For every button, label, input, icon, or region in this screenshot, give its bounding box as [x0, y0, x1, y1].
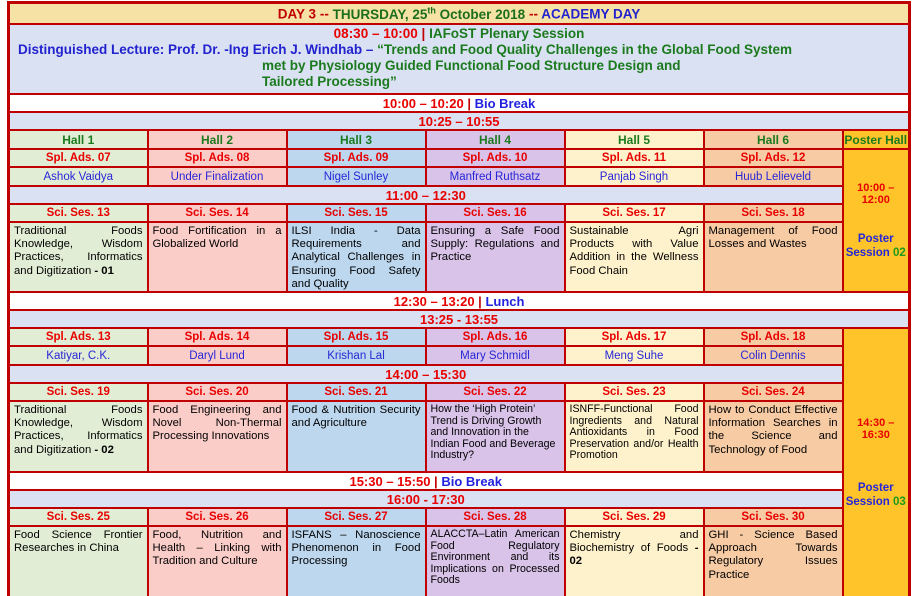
- poster-session-02-number: 02: [893, 246, 906, 259]
- spl-ads-12-label: Spl. Ads. 12: [704, 149, 843, 167]
- bio-break-1-cell: [9, 94, 910, 112]
- time-band-1025-row: [9, 112, 910, 130]
- lunch-label: Lunch: [485, 293, 525, 309]
- hall-1-header: Hall 1: [9, 130, 148, 149]
- lecture-title-1: “Trends and Food Quality Challenges in the Global Food System: [377, 42, 792, 57]
- speaker-name: Mary Schmidl: [426, 346, 565, 365]
- sci-ses-16-label: Sci. Ses. 16: [426, 204, 565, 222]
- sci-ses-30-topic: GHI - Science Based Approach Towards Regulatory Issues Practice: [704, 526, 843, 596]
- plenary-row: [9, 24, 910, 94]
- time-band-1400: 14:00 – 15:30: [9, 365, 843, 383]
- spl-ads-15-label: Spl. Ads. 15: [287, 328, 426, 346]
- sci-ses-27-topic: ISFANS – Nanoscience Phenomenon in Food Processing: [287, 526, 426, 596]
- spl-ads-14-label: Spl. Ads. 14: [148, 328, 287, 346]
- speaker-name: Manfred Ruthsatz: [426, 167, 565, 186]
- sci-ses-20-label: Sci. Ses. 20: [148, 383, 287, 401]
- sci-ses-24-topic: How to Conduct Effective Information Searches in the Science and Technology of Food: [704, 401, 843, 472]
- title-row: [9, 3, 910, 25]
- hall-3-header: Hall 3: [287, 130, 426, 149]
- sci-ses-15-topic: ILSI India - Data Requirements and Analytical Challenges in Ensuring Food Safety and Quality: [287, 222, 426, 292]
- time-band-1600-row: [9, 490, 910, 508]
- poster-session-03-cell: [843, 328, 910, 596]
- sci-ses-30-label: Sci. Ses. 30: [704, 508, 843, 526]
- spl-ads-11-label: Spl. Ads. 11: [565, 149, 704, 167]
- lecture-line-3: Tailored Processing”: [262, 74, 397, 89]
- sci-ses-17-label: Sci. Ses. 17: [565, 204, 704, 222]
- sci-ses-29-topic: Chemistry and Biochemistry of Foods - 02: [565, 526, 704, 596]
- sci-ses-17-topic: Sustainable Agri Products with Value Addition in the Wellness Food Chain: [565, 222, 704, 292]
- separator-pipe: |: [467, 95, 471, 111]
- speaker-name: Huub Lelieveld: [704, 167, 843, 186]
- lecture-speaker: Distinguished Lecture: Prof. Dr. -Ing Erich J. Windhab –: [18, 42, 378, 57]
- sci-ses-15-label: Sci. Ses. 15: [287, 204, 426, 222]
- sci-ses-27-label: Sci. Ses. 27: [287, 508, 426, 526]
- poster-session-02-time: 10:00 – 12:00: [857, 181, 895, 206]
- sci-ses-20-topic: Food Engineering and Novel Non-Thermal Processing Innovations: [148, 401, 287, 472]
- plenary-time-line: [18, 26, 900, 42]
- sci-ses-19-label: Sci. Ses. 19: [9, 383, 148, 401]
- sci-ses-28-label: Sci. Ses. 28: [426, 508, 565, 526]
- sci-ses-1-topic-row: [9, 222, 910, 292]
- speakers-2-row: [9, 346, 910, 365]
- sci-ses-14-topic: Food Fortification in a Globalized World: [148, 222, 287, 292]
- sci-ses-21-topic: Food & Nutrition Security and Agriculture: [287, 401, 426, 472]
- speaker-name: Katiyar, C.K.: [9, 346, 148, 365]
- bio-break-2-label: Bio Break: [441, 473, 503, 489]
- poster-session-03-time: 14:30 – 16:30: [857, 417, 895, 442]
- hall-6-header: Hall 6: [704, 130, 843, 149]
- lunch-row: [9, 292, 910, 310]
- spl-ads-10-label: Spl. Ads. 10: [426, 149, 565, 167]
- poster-hall-header: Poster Hall: [843, 130, 910, 149]
- sci-ses-1-label-row: [9, 204, 910, 222]
- spl-ads-18-label: Spl. Ads. 18: [704, 328, 843, 346]
- day3-schedule-table: [7, 1, 911, 596]
- page-title: [9, 3, 910, 25]
- lunch-cell: [9, 292, 910, 310]
- speaker-name: Meng Suhe: [565, 346, 704, 365]
- spl-ads-07-label: Spl. Ads. 07: [9, 149, 148, 167]
- hall-5-header: Hall 5: [565, 130, 704, 149]
- separator-pipe: |: [434, 473, 438, 489]
- bio-break-1-time: 10:00 – 10:20: [382, 95, 464, 111]
- sci-ses-2-topic-row: [9, 401, 910, 472]
- poster-session-02-cell: [843, 149, 910, 292]
- spl-ads-13-label: Spl. Ads. 13: [9, 328, 148, 346]
- time-band-1025: 10:25 – 10:55: [9, 112, 910, 130]
- sci-ses-3-label-row: [9, 508, 910, 526]
- speakers-1-row: [9, 167, 910, 186]
- sci-ses-25-label: Sci. Ses. 25: [9, 508, 148, 526]
- speaker-name: Under Finalization: [148, 167, 287, 186]
- poster-session-03-label: Poster Session 03: [845, 482, 906, 509]
- spl-ads-1-row: [9, 149, 910, 167]
- sci-ses-19-topic: Traditional Foods Knowledge, Wisdom Practices, Informatics and Digitization - 02: [9, 401, 148, 472]
- time-band-1100: 11:00 – 12:30: [9, 186, 843, 204]
- plenary-session-cell: [9, 24, 910, 94]
- lunch-time: 12:30 – 13:20: [393, 293, 475, 309]
- speaker-name: Colin Dennis: [704, 346, 843, 365]
- speaker-name: Krishan Lal: [287, 346, 426, 365]
- title-day: DAY 3: [277, 6, 317, 22]
- sci-ses-24-label: Sci. Ses. 24: [704, 383, 843, 401]
- spl-ads-16-label: Spl. Ads. 16: [426, 328, 565, 346]
- title-sep2: --: [528, 6, 538, 22]
- speaker-name: Ashok Vaidya: [9, 167, 148, 186]
- speaker-name: Daryl Lund: [148, 346, 287, 365]
- separator-pipe: |: [478, 293, 482, 309]
- sci-ses-3-topic-row: [9, 526, 910, 596]
- poster-session-02-label: Poster Session 02: [845, 232, 906, 259]
- time-band-1600: 16:00 - 17:30: [9, 490, 843, 508]
- sci-ses-14-label: Sci. Ses. 14: [148, 204, 287, 222]
- sci-ses-22-topic: How the ‘High Protein’ Trend is Driving Growth and Innovation in the Indian Food and Beverage Industry?: [426, 401, 565, 472]
- bio-break-2-time: 15:30 – 15:50: [349, 473, 431, 489]
- poster-session-03-number: 03: [893, 496, 906, 509]
- time-band-1100-row: [9, 186, 910, 204]
- spl-ads-09-label: Spl. Ads. 09: [287, 149, 426, 167]
- plenary-session-name: IAFoST Plenary Session: [429, 26, 585, 41]
- hall-header-row: [9, 130, 910, 149]
- time-band-1400-row: [9, 365, 910, 383]
- sci-ses-16-topic: Ensuring a Safe Food Supply: Regulations and Practice: [426, 222, 565, 292]
- speaker-name: Nigel Sunley: [287, 167, 426, 186]
- sci-ses-23-topic: ISNFF-Functional Food Ingredients and Natural Antioxidants in Food Preservation and/or Health Promotion: [565, 401, 704, 472]
- sci-ses-26-label: Sci. Ses. 26: [148, 508, 287, 526]
- time-band-1325: 13:25 - 13:55: [9, 310, 910, 328]
- sci-ses-26-topic: Food, Nutrition and Health – Linking with Tradition and Culture: [148, 526, 287, 596]
- sci-ses-18-topic: Management of Food Losses and Wastes: [704, 222, 843, 292]
- spl-ads-08-label: Spl. Ads. 08: [148, 149, 287, 167]
- lecture-line-2: met by Physiology Guided Functional Food Structure Design and: [262, 58, 681, 73]
- title-sep1: --: [319, 6, 329, 22]
- spl-ads-17-label: Spl. Ads. 17: [565, 328, 704, 346]
- sci-ses-2-label-row: [9, 383, 910, 401]
- lecture-line-1: [18, 42, 900, 58]
- sci-ses-25-topic: Food Science Frontier Researches in China: [9, 526, 148, 596]
- sci-ses-13-label: Sci. Ses. 13: [9, 204, 148, 222]
- hall-2-header: Hall 2: [148, 130, 287, 149]
- bio-break-2-cell: [9, 472, 843, 490]
- bio-break-1-label: Bio Break: [474, 95, 536, 111]
- sci-ses-13-topic: Traditional Foods Knowledge, Wisdom Practices, Informatics and Digitization - 01: [9, 222, 148, 292]
- spl-ads-2-row: [9, 328, 910, 346]
- sci-ses-22-label: Sci. Ses. 22: [426, 383, 565, 401]
- bio-break-1-row: [9, 94, 910, 112]
- title-academy-day: ACADEMY DAY: [541, 6, 641, 22]
- time-band-1325-row: [9, 310, 910, 328]
- title-date: THURSDAY, 25th October 2018: [332, 5, 526, 22]
- separator-pipe: |: [421, 26, 426, 41]
- sci-ses-28-topic: ALACCTA–Latin American Food Regulatory Environment and its Implications on Processed Foods: [426, 526, 565, 596]
- plenary-time: 08:30 – 10:00: [333, 26, 418, 41]
- bio-break-2-row: [9, 472, 910, 490]
- sci-ses-18-label: Sci. Ses. 18: [704, 204, 843, 222]
- sci-ses-23-label: Sci. Ses. 23: [565, 383, 704, 401]
- sci-ses-29-label: Sci. Ses. 29: [565, 508, 704, 526]
- hall-4-header: Hall 4: [426, 130, 565, 149]
- sci-ses-21-label: Sci. Ses. 21: [287, 383, 426, 401]
- speaker-name: Panjab Singh: [565, 167, 704, 186]
